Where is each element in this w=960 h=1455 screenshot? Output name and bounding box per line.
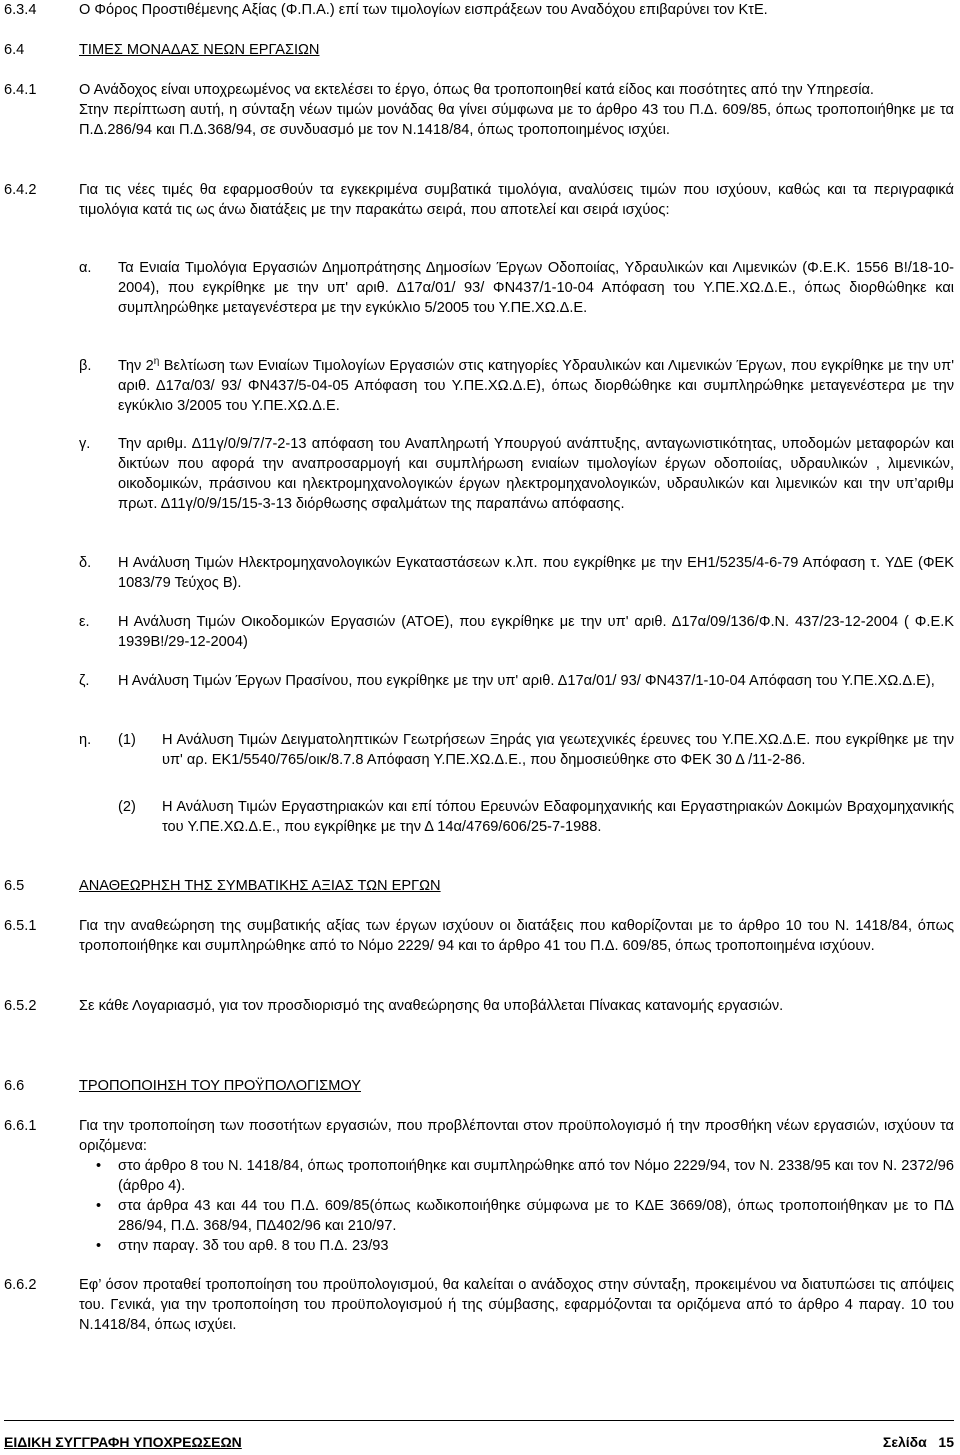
- list-text: Η Ανάλυση Τιμών Οικοδομικών Εργασιών (ΑΤΟΕ), που εγκρίθηκε με την υπ' αριθ. Δ17α/09/136/Φ.Ν. 437/23-12-2004 ( Φ.Ε.Κ 1939Β!/29-12-2004): [118, 614, 954, 650]
- section-6-4-2: [0, 180, 960, 220]
- list-text: Η Ανάλυση Τιμών Έργων Πρασίνου, που εγκρίθηκε με την υπ' αριθ. Δ17α/01/ 93/ ΦΝ437/1-10-04 Απόφαση του Υ.ΠΕ.ΧΩ.Δ.Ε),: [118, 673, 935, 689]
- list-item-alpha: [0, 258, 960, 318]
- section-6-5-heading: [0, 876, 960, 896]
- list-text: Την 2: [118, 358, 154, 374]
- footer-title: ΕΙΔΙΚΗ ΣΥΓΓΡΑΦΗ ΥΠΟΧΡΕΩΣΕΩΝ: [4, 1434, 242, 1450]
- section-6-5-1: [0, 916, 960, 956]
- section-text: Εφ’ όσον προταθεί τροποποίηση του προϋπολογισμού, θα καλείται ο ανάδοχος στην σύνταξη, προκειμένου να διατυπώσει τις απόψεις του. Γενικά, για την τροποποίηση του προϋπολογισμού ή της σύμβασης, εφαρμόζονται τα οριζόμενα από το άρθρο 4 παραγ. 10 του Ν.1418/84, όπως ισχύει.: [79, 1277, 954, 1333]
- list-label: ε.: [79, 614, 90, 630]
- sub-item-text: Η Ανάλυση Τιμών Δειγματοληπτικών Γεωτρήσεων Ξηράς για γεωτεχνικές έρευνες του Υ.ΠΕ.ΧΩ.Δ.Ε. που εγκρίθηκε με την υπ' αρ. ΕΚ1/5540/765/οικ/8.7.8 Απόφαση Υ.ΠΕ.ΧΩ.Δ.Ε., που δημοσιεύθηκε στο ΦΕΚ 30 Δ /11-2-86.: [162, 732, 954, 768]
- section-6-3-4: [0, 0, 960, 20]
- list-label: γ.: [79, 436, 91, 452]
- section-number: 6.5.2: [4, 998, 37, 1014]
- paragraph: Στην περίπτωση αυτή, η σύνταξη νέων τιμών μονάδας θα γίνει σύμφωνα με το άρθρο 43 του Π.Δ. 609/85, όπως τροποποιήθηκε με τα Π.Δ.286/94 και Π.Δ.368/94, σε συνδυασμό με τον Ν.1418/84, όπως τροποποιημένος ισχύει.: [79, 102, 954, 138]
- page-number-group: [883, 1434, 954, 1450]
- section-6-4-1: [0, 80, 960, 140]
- bullet-text: στην παραγ. 3δ του αρθ. 8 του Π.Δ. 23/93: [118, 1238, 389, 1254]
- bullet-item: [0, 1196, 960, 1236]
- list-item-delta: [0, 553, 960, 593]
- section-number: 6.4.1: [4, 82, 37, 98]
- sub-item-label: (2): [118, 799, 136, 815]
- paragraph: Ο Ανάδοχος είναι υποχρεωμένος να εκτελέσει το έργο, όπως θα τροποποιηθεί κατά είδος και ποσότητες από την Υπηρεσία.: [79, 82, 874, 98]
- bullet-text: στα άρθρα 43 και 44 του Π.Δ. 609/85(όπως κωδικοποιήθηκε σύμφωνα με το ΚΔΕ 3669/08), όπως τροποποιήθηκαν με το ΠΔ 286/94, Π.Δ. 368/94, ΠΔ402/96 και 210/97.: [118, 1198, 954, 1234]
- section-title: ΤΡΟΠΟΠΟΙΗΣΗ ΤΟΥ ΠΡΟΫΠΟΛΟΓΙΣΜΟΥ: [79, 1078, 361, 1094]
- list-item-gamma: [0, 434, 960, 514]
- sub-item-2: [0, 797, 960, 837]
- section-text: Για τις νέες τιμές θα εφαρμοσθούν τα εγκεκριμένα συμβατικά τιμολόγια, αναλύσεις τιμών που ισχύουν, καθώς και τα περιγραφικά τιμολόγια κατά τις ως άνω διατάξεις με την παρακάτω σειρά, που αποτελεί και σειρά ισχύος:: [79, 182, 954, 218]
- section-number: 6.5.1: [4, 918, 37, 934]
- sub-item-1: [0, 730, 960, 770]
- section-6-5-2: [0, 996, 960, 1016]
- section-number: 6.6.1: [4, 1118, 37, 1134]
- list-text: Την αριθμ. Δ11γ/0/9/7/7-2-13 απόφαση του Αναπληρωτή Υπουργού ανάπτυξης, ανταγωνιστικότητας, υποδομών μεταφορών και δικτύων που αφορά την αναπροσαρμογή και συμπλήρωση ενιαίων τιμολογίων έργων οδοποιίας, υδραυλικών , λιμενικών, οικοδομικών, πράσινου και ηλεκτρομηχανολογικών έργων ηλεκτρομηχανολογικών, υδραυλικών και λιμενικών και την υπ’αριθμ πρωτ. Δ11γ/0/9/15/15-3-13 διόρθωσης σφαλμάτων της παραπάνω απόφασης.: [118, 436, 954, 512]
- bullet-icon: •: [96, 1238, 102, 1254]
- bullet-item: [0, 1236, 960, 1256]
- list-item-beta: [0, 356, 960, 416]
- section-number: 6.6.2: [4, 1277, 37, 1293]
- list-text: Η Ανάλυση Τιμών Ηλεκτρομηχανολογικών Εγκαταστάσεων κ.λπ. που εγκρίθηκε με την ΕΗ1/5235/4-6-79 Απόφαση τ. ΥΔΕ (ΦΕΚ 1083/79 Τεύχος Β).: [118, 555, 954, 591]
- section-number: 6.6: [4, 1078, 25, 1094]
- section-number: 6.3.4: [4, 2, 37, 18]
- section-text: Ο Φόρος Προστιθέμενης Αξίας (Φ.Π.Α.) επί των τιμολογίων εισπράξεων του Αναδόχου επιβαρύνει τον ΚτΕ.: [79, 2, 768, 18]
- bullet-icon: •: [96, 1198, 102, 1214]
- list-label: β.: [79, 358, 92, 374]
- section-number: 6.4: [4, 42, 25, 58]
- list-label: α.: [79, 260, 92, 276]
- bullet-icon: •: [96, 1158, 102, 1174]
- page-footer: [4, 1420, 954, 1450]
- section-text: Σε κάθε Λογαριασμό, για τον προσδιορισμό της αναθεώρησης θα υποβάλλεται Πίνακας κατανομής εργασιών.: [79, 998, 784, 1014]
- section-text: Για την αναθεώρηση της συμβατικής αξίας των έργων ισχύουν οι διατάξεις που καθορίζονται με το άρθρο 10 του Ν. 1418/84, όπως τροποποιήθηκε και συμπληρώθηκε από το Νόμο 2229/ 94 και το άρθρο 41 του Π.Δ. 609/85, όπως τροποποιημένα ισχύουν.: [79, 918, 954, 954]
- page-number: 15: [938, 1434, 954, 1450]
- section-number: 6.4.2: [4, 182, 37, 198]
- list-text: Βελτίωση των Ενιαίων Τιμολογίων Εργασιών στις κατηγορίες Υδραυλικών και Λιμενικών Έργων, που εγκρίθηκε με την υπ' αριθ. Δ17α/03/ 93/ ΦΝ437/5-04-05 Απόφαση του Υ.ΠΕ.ΧΩ.Δ.Ε), όπως διορθώθηκε και συμπληρώθηκε μεταγενέστερα με την εγκύκλιο 3/2005 του Υ.ΠΕ.ΧΩ.Δ.Ε.: [118, 358, 954, 414]
- section-6-6-heading: [0, 1076, 960, 1096]
- section-6-6-2: [0, 1275, 960, 1335]
- list-label: ζ.: [79, 673, 90, 689]
- list-label: η.: [79, 732, 92, 748]
- list-label: δ.: [79, 555, 92, 571]
- section-title: ΤΙΜΕΣ ΜΟΝΑΔΑΣ ΝΕΩΝ ΕΡΓΑΣΙΩΝ: [79, 42, 320, 58]
- section-text: Για την τροποποίηση των ποσοτήτων εργασιών, που προβλέπονται στον προϋπολογισμό ή την προσθήκη νέων εργασιών, ισχύουν τα οριζόμενα:: [79, 1118, 954, 1154]
- bullet-item: [0, 1156, 960, 1196]
- sub-item-label: (1): [118, 732, 136, 748]
- list-item-epsilon: [0, 612, 960, 652]
- superscript: η: [153, 356, 160, 367]
- bullet-text: στο άρθρο 8 του Ν. 1418/84, όπως τροποποιήθηκε και συμπληρώθηκε από τον Νόμο 2229/94, τον Ν. 2338/95 και τον Ν. 2372/96 (άρθρο 4).: [118, 1158, 954, 1194]
- list-item-zeta: [0, 671, 960, 691]
- section-number: 6.5: [4, 878, 25, 894]
- section-title: ΑΝΑΘΕΩΡΗΣΗ ΤΗΣ ΣΥΜΒΑΤΙΚΗΣ ΑΞΙΑΣ ΤΩΝ ΕΡΓΩΝ: [79, 878, 441, 894]
- page-label: Σελίδα: [882, 1434, 927, 1450]
- list-text: Τα Ενιαία Τιμολόγια Εργασιών Δημοπράτησης Δημοσίων Έργων Οδοποιίας, Υδραυλικών και Λιμενικών (Φ.Ε.Κ. 1556 Β!/18-10-2004), που εγκρίθηκε με την υπ' αριθ. Δ17α/01/ 93/ ΦΝ437/1-10-04 Απόφαση του Υ.ΠΕ.ΧΩ.Δ.Ε., όπως διορθώθηκε και συμπληρώθηκε μεταγενέστερα με την εγκύκλιο 5/2005 του Υ.ΠΕ.ΧΩ.Δ.Ε.: [118, 260, 954, 316]
- sub-item-text: Η Ανάλυση Τιμών Εργαστηριακών και επί τόπου Ερευνών Εδαφομηχανικής και Εργαστηριακών Δοκιμών Βραχομηχανικής του Υ.ΠΕ.ΧΩ.Δ.Ε., που εγκρίθηκε με την Δ 14α/4769/606/25-7-1988.: [162, 799, 954, 835]
- section-6-6-1: [0, 1116, 960, 1156]
- section-6-4-heading: [0, 40, 960, 60]
